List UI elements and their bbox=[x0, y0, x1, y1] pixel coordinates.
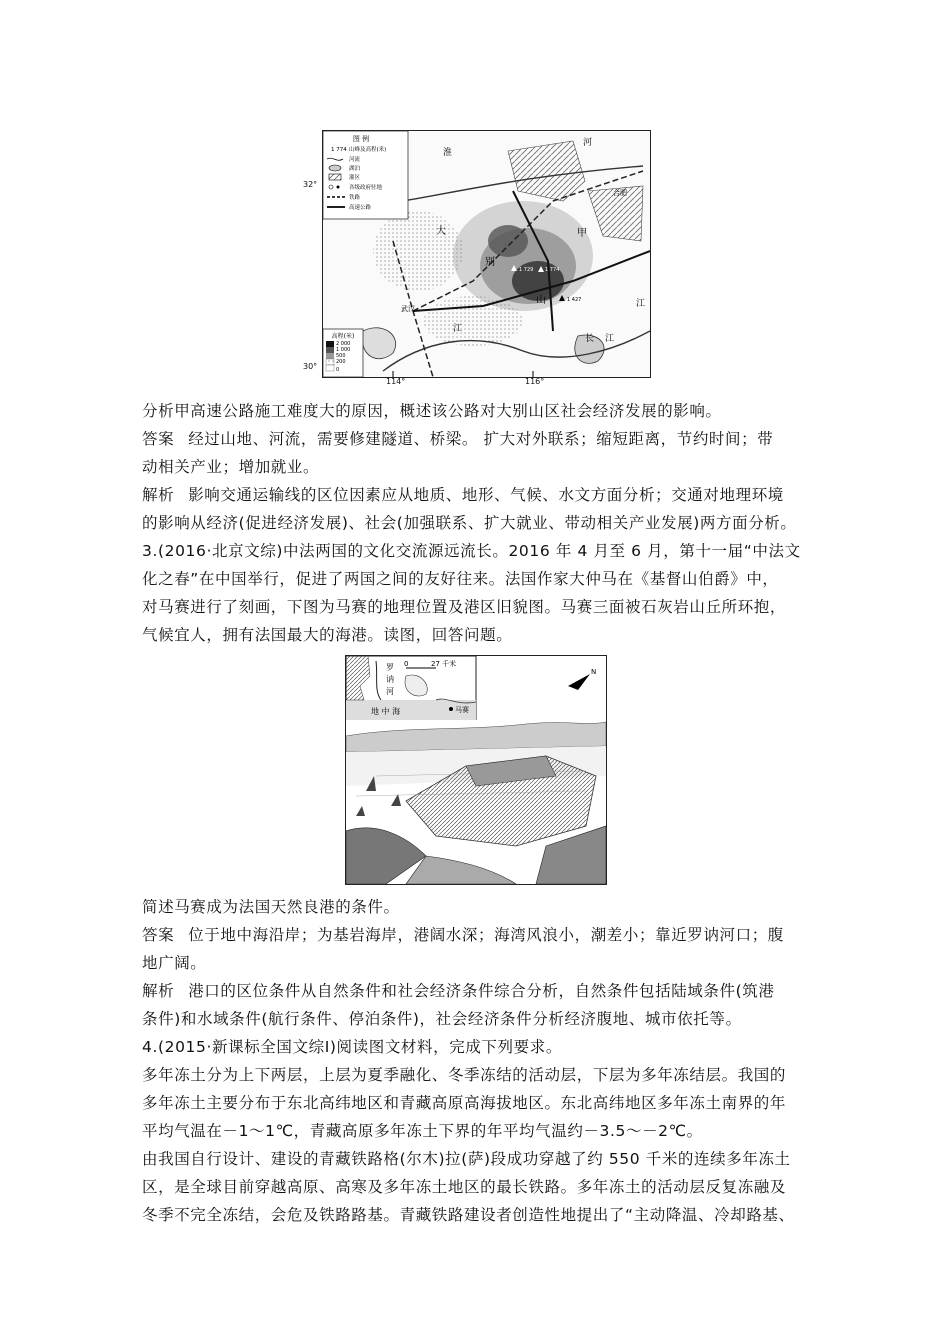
place-label: 别 bbox=[485, 257, 495, 268]
place-label: 长 bbox=[585, 334, 595, 344]
latitude-label: 32° bbox=[303, 180, 318, 189]
question-3-intro: 气候宜人，拥有法国最大的海港。读图，回答问题。 bbox=[142, 626, 513, 644]
place-label: 甲 bbox=[577, 228, 587, 239]
spot-height: 1 729 bbox=[519, 267, 534, 273]
question-2-prompt: 分析甲高速公路施工难度大的原因，概述该公路对大别山区社会经济发展的影响。 bbox=[142, 402, 722, 420]
place-label: 江 bbox=[605, 334, 615, 344]
question-4-intro: 4.(2015·新课标全国文综Ⅰ)阅读图文材料，完成下列要求。 bbox=[142, 1038, 562, 1056]
dabie-mountain-map bbox=[322, 130, 651, 378]
legend-title: 图 例 bbox=[352, 135, 370, 143]
city-marker bbox=[449, 707, 453, 711]
place-label: 山 bbox=[536, 295, 546, 306]
legend-item: 各级政府驻地 bbox=[349, 185, 383, 191]
elevation-value: 500 bbox=[336, 353, 346, 359]
place-label: 大 bbox=[436, 226, 446, 237]
river-label: 罗 bbox=[386, 663, 394, 672]
legend-peak-value: 1 774 bbox=[331, 147, 347, 153]
question-4-material: 区，是全球目前穿越高原、高寒及多年冻土地区的最长铁路。多年冻土的活动层反复冻融及 bbox=[142, 1178, 787, 1196]
question-4-material: 平均气温在－1～1℃，青藏高原多年冻土下界的年平均气温约－3.5～－2℃。 bbox=[142, 1122, 703, 1140]
legend-item: 高速公路 bbox=[349, 205, 372, 211]
answer-block bbox=[142, 921, 822, 949]
scale-zero: 0 bbox=[404, 660, 409, 668]
sea-label: 地 中 海 bbox=[371, 707, 401, 716]
latitude-label: 30° bbox=[303, 362, 318, 371]
question-4-material: 多年冻土主要分布于东北高纬地区和青藏高原高海拔地区。东北高纬地区多年冻土南界的年 bbox=[142, 1094, 787, 1112]
scale-value: 27 千米 bbox=[431, 660, 457, 668]
analysis-text: 港口的区位条件从自然条件和社会经济条件综合分析，自然条件包括陆域条件(筑港 bbox=[188, 982, 775, 1000]
river-label: 讷 bbox=[386, 675, 394, 684]
marseille-figure bbox=[345, 655, 607, 885]
question-4-material: 多年冻土分为上下两层，上层为夏季融化、冬季冻结的活动层，下层为多年冻结层。我国的 bbox=[142, 1066, 787, 1084]
elevation-value: 0 bbox=[336, 367, 340, 373]
analysis-text-cont: 条件)和水域条件(航行条件、停泊条件)，社会经济条件分析经济腹地、城市依托等。 bbox=[142, 1010, 742, 1028]
legend-item: 铁路 bbox=[349, 195, 361, 201]
answer-text: 经过山地、河流，需要修建隧道、桥梁。 扩大对外联系；缩短距离，节约时间；带 bbox=[188, 430, 774, 448]
place-label: 河 bbox=[583, 138, 593, 148]
analysis-text-cont: 的影响从经济(促进经济发展)、社会(加强联系、扩大就业、带动相关产业发展)两方面分析。 bbox=[142, 514, 797, 532]
elevation-value: 1 000 bbox=[336, 347, 351, 353]
longitude-label: 116° bbox=[525, 377, 545, 386]
marseille-graphic bbox=[346, 656, 606, 884]
legend-item: 河流 bbox=[349, 157, 361, 163]
place-label: 淮 bbox=[443, 148, 453, 158]
elevation-value: 2 000 bbox=[336, 341, 351, 347]
spot-height: 1 427 bbox=[567, 297, 582, 303]
river-label: 河 bbox=[386, 687, 394, 696]
svg-text:N: N bbox=[591, 668, 597, 676]
legend-item: 湖泊 bbox=[349, 166, 361, 172]
harbor-illustration bbox=[346, 720, 606, 884]
longitude-label: 114° bbox=[386, 377, 406, 386]
north-arrow-icon bbox=[568, 668, 596, 690]
analysis-block bbox=[142, 977, 822, 1005]
elevation-title: 高程(米) bbox=[331, 333, 355, 340]
answer-tag: 答案 bbox=[142, 430, 175, 448]
analysis-tag: 解析 bbox=[142, 982, 175, 1000]
analysis-tag: 解析 bbox=[142, 486, 175, 504]
city-label: 马赛 bbox=[455, 706, 469, 714]
analysis-text: 影响交通运输线的区位因素应从地质、地形、气候、水文方面分析；交通对地理环境 bbox=[188, 486, 784, 504]
question-3-intro: 对马赛进行了刻画，下图为马赛的地理位置及港区旧貌图。马赛三面被石灰岩山丘所环抱， bbox=[142, 598, 787, 616]
question-3-prompt: 简述马赛成为法国天然良港的条件。 bbox=[142, 898, 400, 916]
spot-height: 1 774 bbox=[545, 267, 560, 273]
answer-text: 位于地中海沿岸；为基岩海岸，港阔水深；海湾风浪小，潮差小；靠近罗讷河口；腹 bbox=[188, 926, 784, 944]
question-3-intro: 3.(2016·北京文综)中法两国的文化交流源远流长。2016 年 4 月至 6 月，第十一届“中法文 bbox=[142, 542, 801, 560]
question-4-material: 冬季不完全冻结，会危及铁路路基。青藏铁路建设者创造性地提出了“主动降温、冷却路基、 bbox=[142, 1206, 795, 1224]
place-label: 合肥 bbox=[613, 189, 627, 197]
dabie-map-graphic bbox=[323, 131, 650, 377]
place-label: 江 bbox=[636, 299, 646, 309]
legend-item: 山峰及高程(米) bbox=[349, 147, 387, 153]
place-label: 江 bbox=[453, 324, 463, 334]
answer-text-cont: 地广阔。 bbox=[142, 954, 207, 972]
place-label: 武汉 bbox=[401, 305, 415, 313]
answer-block bbox=[142, 425, 822, 453]
analysis-block bbox=[142, 481, 822, 509]
legend-item: 灌区 bbox=[349, 175, 361, 181]
question-4-material: 由我国自行设计、建设的青藏铁路格(尔木)拉(萨)段成功穿越了约 550 千米的连续多年冻土 bbox=[142, 1150, 791, 1168]
answer-text-cont: 动相关产业；增加就业。 bbox=[142, 458, 320, 476]
elevation-value: 200 bbox=[336, 359, 346, 365]
answer-tag: 答案 bbox=[142, 926, 175, 944]
question-3-intro: 化之春”在中国举行，促进了两国之间的友好往来。法国作家大仲马在《基督山伯爵》中， bbox=[142, 570, 779, 588]
